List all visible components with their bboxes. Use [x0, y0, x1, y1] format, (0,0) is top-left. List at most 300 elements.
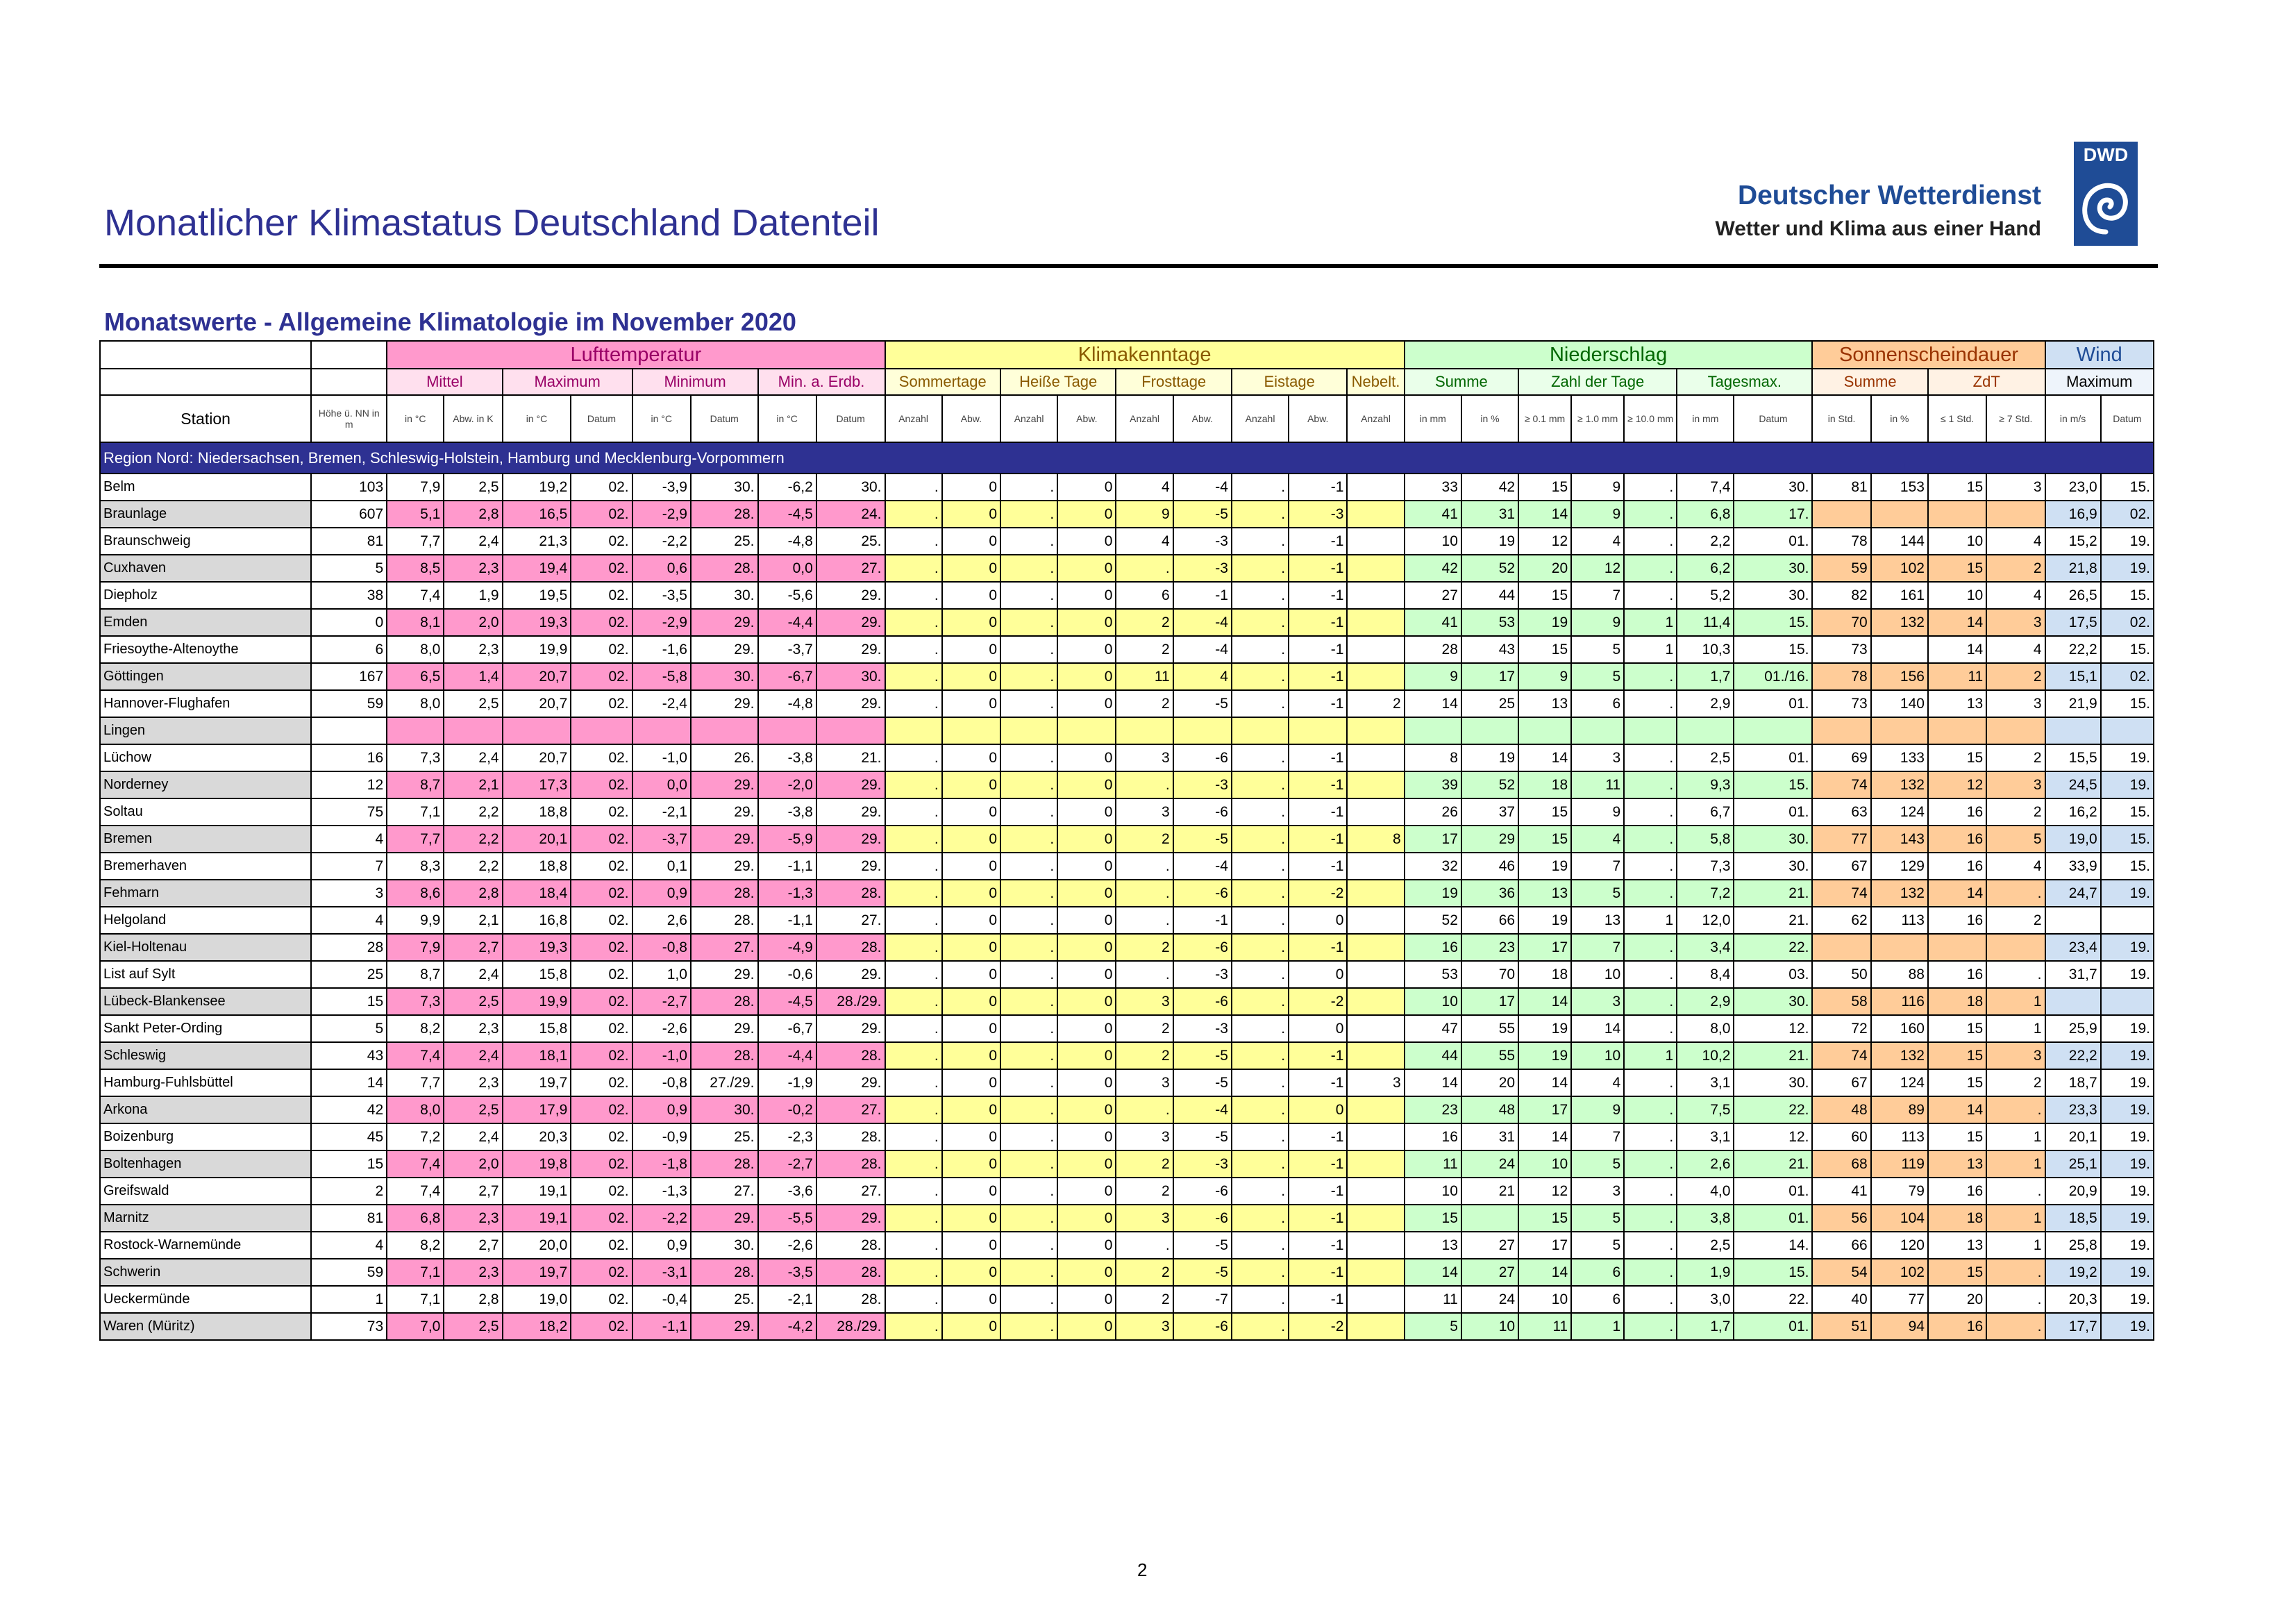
table-row — [100, 1232, 2154, 1259]
data-cell: 27. — [691, 934, 758, 961]
data-cell: 28. — [691, 1259, 758, 1286]
data-cell: 3,1 — [1677, 1069, 1734, 1096]
data-cell: 4 — [311, 826, 387, 853]
data-cell: 10 — [1405, 528, 1461, 555]
data-cell: 54 — [1812, 1259, 1870, 1286]
data-cell: 15 — [1518, 798, 1571, 826]
station-name: Marnitz — [100, 1205, 311, 1232]
data-cell: 19 — [1405, 880, 1461, 907]
data-cell: 3 — [1571, 1178, 1624, 1205]
data-cell: 17. — [1734, 501, 1812, 528]
data-cell: 33,9 — [2045, 853, 2101, 880]
page-number: 2 — [1137, 1559, 1148, 1580]
data-cell: 7,2 — [387, 1123, 444, 1150]
data-cell: -1,3 — [632, 1178, 691, 1205]
data-cell: 102 — [1871, 555, 1928, 582]
data-cell: 42 — [1461, 474, 1518, 501]
data-cell: . — [1624, 474, 1677, 501]
station-name: Fehmarn — [100, 880, 311, 907]
data-cell: -5 — [1173, 1123, 1232, 1150]
data-cell — [1571, 717, 1624, 744]
data-cell: . — [1624, 744, 1677, 771]
table-row — [100, 636, 2154, 663]
data-cell — [1347, 1178, 1404, 1205]
data-cell: 0 — [942, 961, 1000, 988]
data-cell: . — [1232, 961, 1289, 988]
data-cell: 20,7 — [503, 744, 571, 771]
data-cell: 119 — [1871, 1150, 1928, 1178]
data-cell: 156 — [1871, 663, 1928, 690]
data-cell: 0 — [942, 880, 1000, 907]
data-cell: 27. — [816, 1096, 885, 1123]
data-cell: -2,9 — [632, 501, 691, 528]
data-cell: 29. — [816, 609, 885, 636]
data-cell: 2 — [1986, 663, 2045, 690]
data-cell: 0 — [1057, 663, 1116, 690]
data-cell: 3 — [1116, 988, 1173, 1015]
data-cell: 13 — [1571, 907, 1624, 934]
data-cell: -6 — [1173, 1205, 1232, 1232]
data-cell — [2101, 907, 2154, 934]
data-cell: 12 — [311, 771, 387, 798]
data-cell: 1 — [1986, 1015, 2045, 1042]
station-name: Hannover-Flughafen — [100, 690, 311, 717]
data-cell: -6 — [1173, 744, 1232, 771]
data-cell: 0 — [942, 771, 1000, 798]
data-cell: . — [1232, 1096, 1289, 1123]
data-cell: 21. — [1734, 1042, 1812, 1069]
data-cell: 19 — [1461, 744, 1518, 771]
data-cell: 3 — [1116, 1313, 1173, 1340]
data-cell: . — [1232, 1313, 1289, 1340]
data-cell: 29. — [816, 636, 885, 663]
data-cell: 19,1 — [503, 1178, 571, 1205]
sub-sonne-summe: Summe — [1812, 369, 1927, 395]
data-cell: 02. — [571, 555, 632, 582]
data-cell: 0 — [1057, 474, 1116, 501]
station-rows — [100, 474, 2154, 1340]
data-cell: 9 — [1518, 663, 1571, 690]
data-cell: 30. — [691, 474, 758, 501]
data-cell: 30. — [691, 1232, 758, 1259]
data-cell: 0 — [942, 988, 1000, 1015]
data-cell: 53 — [1405, 961, 1461, 988]
data-cell: -2,2 — [632, 1205, 691, 1232]
data-cell: 6 — [1571, 690, 1624, 717]
data-cell — [1347, 1123, 1404, 1150]
data-cell: -2,1 — [758, 1286, 816, 1313]
data-cell: 21,8 — [2045, 555, 2101, 582]
data-cell: 29. — [816, 1205, 885, 1232]
station-name: List auf Sylt — [100, 961, 311, 988]
data-cell: -6,2 — [758, 474, 816, 501]
data-cell: -3 — [1173, 1150, 1232, 1178]
station-name: Boizenburg — [100, 1123, 311, 1150]
data-cell: . — [1116, 1232, 1173, 1259]
data-cell: 2,6 — [1677, 1150, 1734, 1178]
data-cell: 19,4 — [503, 555, 571, 582]
data-cell: -5 — [1173, 1259, 1232, 1286]
data-cell: 4 — [1571, 1069, 1624, 1096]
data-cell: 02. — [571, 1232, 632, 1259]
data-cell: 8,2 — [387, 1015, 444, 1042]
data-cell: 16 — [1405, 1123, 1461, 1150]
data-cell: . — [885, 1096, 942, 1123]
table-row — [100, 555, 2154, 582]
data-cell: -3,8 — [758, 744, 816, 771]
data-cell: 9 — [1571, 501, 1624, 528]
sub-nebelt: Nebelt. — [1347, 369, 1404, 395]
data-cell: 02. — [571, 1205, 632, 1232]
data-cell: 7,2 — [1677, 880, 1734, 907]
data-cell — [1624, 717, 1677, 744]
data-cell: . — [885, 988, 942, 1015]
data-cell: 18,4 — [503, 880, 571, 907]
data-cell: . — [1232, 853, 1289, 880]
sub-wind-max: Maximum — [2045, 369, 2154, 395]
station-name: Braunschweig — [100, 528, 311, 555]
data-cell: 19. — [2101, 1259, 2154, 1286]
data-cell: 2,1 — [444, 771, 502, 798]
data-cell: . — [1116, 907, 1173, 934]
sub-mittel: Mittel — [387, 369, 502, 395]
data-cell: 23,0 — [2045, 474, 2101, 501]
data-cell: 9,9 — [387, 907, 444, 934]
data-cell: 0 — [942, 853, 1000, 880]
data-cell: . — [1624, 934, 1677, 961]
data-cell: 15,5 — [2045, 744, 2101, 771]
data-cell: 01. — [1734, 528, 1812, 555]
data-cell: 29. — [816, 582, 885, 609]
data-cell: 0 — [1057, 1150, 1116, 1178]
data-cell — [2045, 988, 2101, 1015]
data-cell: 3 — [1986, 771, 2045, 798]
table-row — [100, 1178, 2154, 1205]
data-cell: . — [1232, 744, 1289, 771]
data-cell: 15 — [1928, 1015, 1986, 1042]
data-cell: 20,1 — [2045, 1123, 2101, 1150]
data-cell: 104 — [1871, 1205, 1928, 1232]
data-cell: . — [1232, 1232, 1289, 1259]
data-cell: 10 — [1461, 1313, 1518, 1340]
data-cell: . — [1232, 1123, 1289, 1150]
data-cell: 24. — [816, 501, 885, 528]
data-cell: . — [1986, 1286, 2045, 1313]
data-cell: 15 — [1928, 1069, 1986, 1096]
climate-table — [99, 340, 2154, 1341]
data-cell: -1 — [1289, 744, 1347, 771]
data-cell: . — [1624, 1096, 1677, 1123]
data-cell: -3 — [1173, 555, 1232, 582]
data-cell: 4 — [1173, 663, 1232, 690]
table-row — [100, 609, 2154, 636]
data-cell: 20,1 — [503, 826, 571, 853]
data-cell: 8,1 — [387, 609, 444, 636]
data-cell: 10 — [1405, 988, 1461, 1015]
data-cell: . — [1232, 528, 1289, 555]
data-cell: 19 — [1518, 907, 1571, 934]
data-cell: 0,0 — [632, 771, 691, 798]
data-cell: 02. — [571, 1150, 632, 1178]
data-cell — [1347, 528, 1404, 555]
data-cell: 2 — [1116, 1015, 1173, 1042]
data-cell: 18,7 — [2045, 1069, 2101, 1096]
data-cell: 10,3 — [1677, 636, 1734, 663]
data-cell — [1347, 474, 1404, 501]
col-hoehe: Höhe ü. NN in m — [311, 395, 387, 442]
data-cell: 29. — [816, 798, 885, 826]
data-cell — [1347, 636, 1404, 663]
data-cell: 28. — [691, 1150, 758, 1178]
data-cell: -2,0 — [758, 771, 816, 798]
data-cell: -5,8 — [632, 663, 691, 690]
data-cell: 0 — [1057, 1042, 1116, 1069]
data-cell: . — [885, 1232, 942, 1259]
station-name: Greifswald — [100, 1178, 311, 1205]
station-name: Kiel-Holtenau — [100, 934, 311, 961]
data-cell — [1812, 934, 1870, 961]
col-unit: in mm — [1405, 395, 1461, 442]
data-cell: 0 — [1057, 798, 1116, 826]
table-row — [100, 474, 2154, 501]
col-unit: in °C — [632, 395, 691, 442]
data-cell: . — [1986, 880, 2045, 907]
data-cell: 28. — [691, 501, 758, 528]
table-row — [100, 1313, 2154, 1340]
data-cell: 0 — [942, 934, 1000, 961]
data-cell: 18 — [1928, 1205, 1986, 1232]
data-cell: -3 — [1173, 528, 1232, 555]
data-cell: 0,9 — [632, 1232, 691, 1259]
data-cell: 7 — [1571, 582, 1624, 609]
data-cell: 3 — [1986, 690, 2045, 717]
data-cell: 02. — [571, 907, 632, 934]
data-cell: 19,8 — [503, 1150, 571, 1178]
data-cell: 2,6 — [632, 907, 691, 934]
data-cell: 67 — [1812, 853, 1870, 880]
data-cell: 28. — [816, 1123, 885, 1150]
data-cell: 59 — [1812, 555, 1870, 582]
data-cell: 02. — [571, 771, 632, 798]
data-cell: 0 — [1057, 690, 1116, 717]
data-cell: 19. — [2101, 1123, 2154, 1150]
data-cell: 10 — [1928, 528, 1986, 555]
data-cell: . — [1986, 961, 2045, 988]
data-cell: 19. — [2101, 771, 2154, 798]
data-cell: 40 — [1812, 1286, 1870, 1313]
data-cell: 28. — [816, 1232, 885, 1259]
data-cell: 6,7 — [1677, 798, 1734, 826]
data-cell: 29. — [816, 853, 885, 880]
data-cell: 19. — [2101, 1042, 2154, 1069]
data-cell: 31 — [1461, 1123, 1518, 1150]
data-cell: 14 — [1405, 1069, 1461, 1096]
data-cell: 30. — [816, 474, 885, 501]
data-cell: -1,1 — [632, 1313, 691, 1340]
col-unit: Datum — [2101, 395, 2154, 442]
data-cell: 0 — [942, 609, 1000, 636]
data-cell: . — [1116, 771, 1173, 798]
data-cell: . — [1000, 798, 1057, 826]
data-cell: 13 — [1518, 690, 1571, 717]
data-cell: 19,7 — [503, 1259, 571, 1286]
data-cell: 0 — [942, 1069, 1000, 1096]
data-cell: 1 — [311, 1286, 387, 1313]
data-cell — [1347, 1232, 1404, 1259]
data-cell: 14 — [1518, 1069, 1571, 1096]
data-cell: 22. — [1734, 1286, 1812, 1313]
data-cell: 29. — [816, 771, 885, 798]
data-cell: 22,2 — [2045, 1042, 2101, 1069]
data-cell: 38 — [311, 582, 387, 609]
data-cell: . — [1000, 1015, 1057, 1042]
data-cell: . — [885, 744, 942, 771]
data-cell: . — [1232, 934, 1289, 961]
data-cell: 18,2 — [503, 1313, 571, 1340]
data-cell: 9 — [1405, 663, 1461, 690]
data-cell: -1 — [1289, 1123, 1347, 1150]
data-cell: 6,8 — [387, 1205, 444, 1232]
data-cell: 46 — [1461, 853, 1518, 880]
data-cell — [1928, 717, 1986, 744]
data-cell: . — [885, 663, 942, 690]
data-cell: 25,8 — [2045, 1232, 2101, 1259]
data-cell: 15. — [2101, 853, 2154, 880]
data-cell: 2,8 — [444, 501, 502, 528]
data-cell: 02. — [571, 880, 632, 907]
data-cell: . — [1624, 582, 1677, 609]
data-cell: 2,3 — [444, 1205, 502, 1232]
data-cell: 7 — [1571, 853, 1624, 880]
data-cell: -2,7 — [758, 1150, 816, 1178]
data-cell: 3 — [1116, 798, 1173, 826]
data-cell: -5 — [1173, 826, 1232, 853]
data-cell: 81 — [311, 528, 387, 555]
data-cell: . — [885, 1069, 942, 1096]
data-cell — [1000, 717, 1057, 744]
station-name: Belm — [100, 474, 311, 501]
data-cell: 02. — [2101, 501, 2154, 528]
col-unit: ≥ 7 Std. — [1986, 395, 2045, 442]
data-cell: 19. — [2101, 934, 2154, 961]
data-cell: 15. — [2101, 582, 2154, 609]
data-cell: . — [1000, 961, 1057, 988]
data-cell: 5 — [1571, 880, 1624, 907]
data-cell: 8,7 — [387, 771, 444, 798]
data-cell: 17 — [1518, 934, 1571, 961]
data-cell: 12 — [1571, 555, 1624, 582]
data-cell — [1347, 1042, 1404, 1069]
data-cell: 0,6 — [632, 555, 691, 582]
data-cell — [1232, 717, 1289, 744]
station-name: Sankt Peter-Ording — [100, 1015, 311, 1042]
data-cell: 153 — [1871, 474, 1928, 501]
data-cell: 9 — [1571, 1096, 1624, 1123]
data-cell: 19. — [2101, 1286, 2154, 1313]
data-cell: 3 — [1347, 1069, 1404, 1096]
data-cell: 0 — [942, 744, 1000, 771]
data-cell: 11 — [1518, 1313, 1571, 1340]
data-cell: 2 — [1986, 907, 2045, 934]
data-cell: 13 — [1518, 880, 1571, 907]
data-cell: 22. — [1734, 1096, 1812, 1123]
data-cell: 52 — [1461, 771, 1518, 798]
data-cell: 44 — [1405, 1042, 1461, 1069]
data-cell: 18,8 — [503, 798, 571, 826]
station-name: Emden — [100, 609, 311, 636]
data-cell: -2,4 — [632, 690, 691, 717]
data-cell: 28. — [816, 1259, 885, 1286]
data-cell: 56 — [1812, 1205, 1870, 1232]
data-cell: 3 — [1571, 988, 1624, 1015]
data-cell: . — [1000, 1042, 1057, 1069]
data-cell: -0,2 — [758, 1096, 816, 1123]
data-cell: 32 — [1405, 853, 1461, 880]
data-cell: 30. — [691, 663, 758, 690]
data-cell: 11 — [1405, 1150, 1461, 1178]
data-cell: 2,9 — [1677, 690, 1734, 717]
data-cell: . — [1000, 582, 1057, 609]
table-row — [100, 771, 2154, 798]
brand-tagline: Wetter und Klima aus einer Hand — [1715, 217, 2041, 240]
data-cell: 10 — [1571, 961, 1624, 988]
data-cell: . — [1624, 1313, 1677, 1340]
data-cell: 17 — [1518, 1232, 1571, 1259]
data-cell: 30. — [816, 663, 885, 690]
data-cell: 12 — [1928, 771, 1986, 798]
data-cell: 15,2 — [2045, 528, 2101, 555]
data-cell: 7,9 — [387, 474, 444, 501]
data-cell: 27 — [1461, 1232, 1518, 1259]
data-cell: . — [1986, 1259, 2045, 1286]
table-row — [100, 934, 2154, 961]
data-cell: 19. — [2101, 744, 2154, 771]
data-cell: . — [1232, 988, 1289, 1015]
data-cell: . — [1624, 798, 1677, 826]
data-cell: 7,3 — [1677, 853, 1734, 880]
data-cell: . — [885, 636, 942, 663]
data-cell: 2 — [1116, 636, 1173, 663]
data-cell: 30. — [1734, 853, 1812, 880]
data-cell: . — [1232, 555, 1289, 582]
data-cell: 0 — [942, 636, 1000, 663]
data-cell: -2,9 — [632, 609, 691, 636]
col-unit: Datum — [816, 395, 885, 442]
data-cell: . — [885, 907, 942, 934]
data-cell: 81 — [1812, 474, 1870, 501]
data-cell: 15. — [2101, 798, 2154, 826]
data-cell: -4,4 — [758, 609, 816, 636]
station-name: Schwerin — [100, 1259, 311, 1286]
data-cell — [1461, 1205, 1518, 1232]
data-cell: 2 — [1116, 934, 1173, 961]
data-cell: 15. — [2101, 474, 2154, 501]
data-cell: 19 — [1518, 1015, 1571, 1042]
data-cell: 15,8 — [503, 1015, 571, 1042]
data-cell: 2,5 — [444, 690, 502, 717]
data-cell: 0 — [942, 528, 1000, 555]
data-cell: 19. — [2101, 1178, 2154, 1205]
data-cell: 2,3 — [444, 1259, 502, 1286]
data-cell: 3 — [1116, 1123, 1173, 1150]
data-cell: 82 — [1812, 582, 1870, 609]
data-cell: 29. — [691, 1205, 758, 1232]
data-cell: 10 — [1518, 1286, 1571, 1313]
data-cell: 9 — [1571, 474, 1624, 501]
data-cell: -2,3 — [758, 1123, 816, 1150]
data-cell: 27./29. — [691, 1069, 758, 1096]
data-cell: 02. — [571, 528, 632, 555]
